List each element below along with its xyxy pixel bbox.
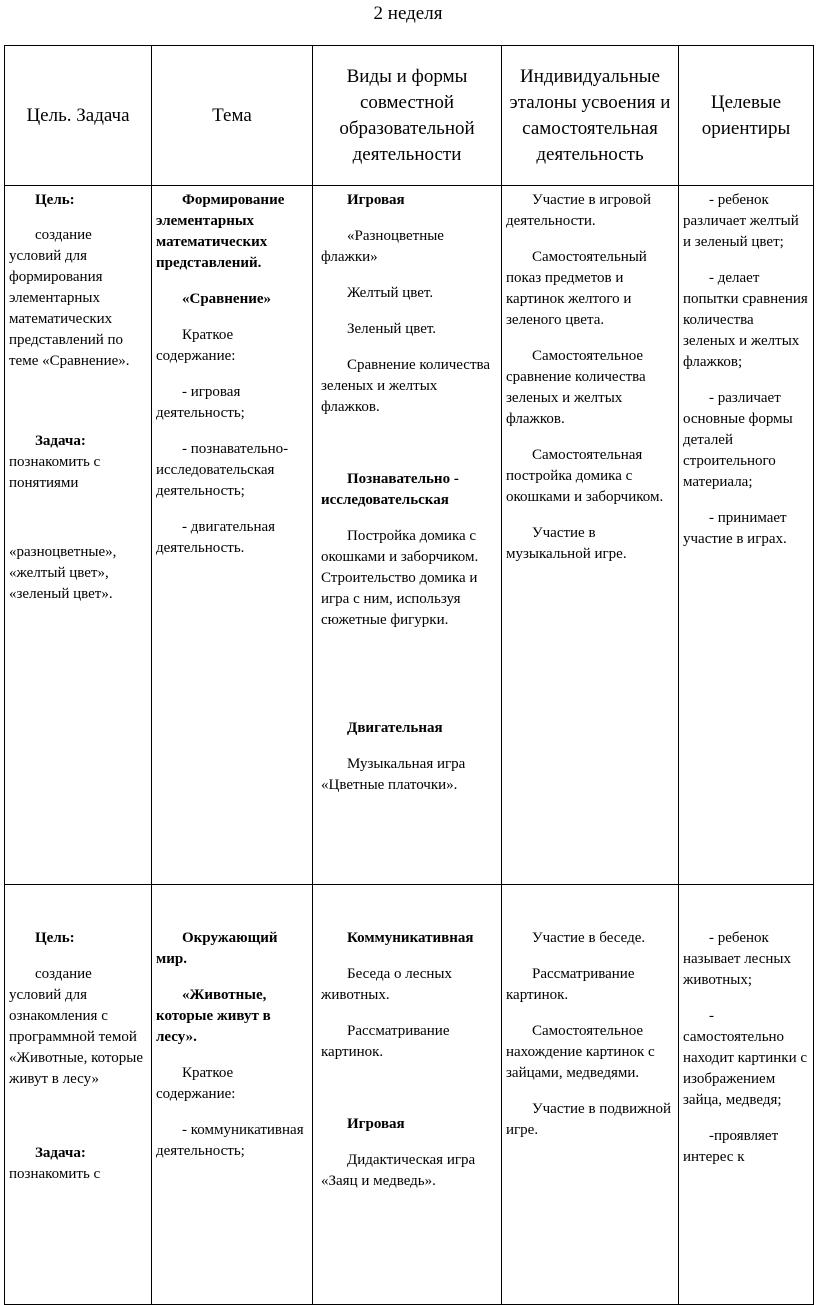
individual-item: Рассматривание картинок. [506, 966, 635, 1003]
form-heading: Двигательная [347, 720, 443, 736]
topic-subtitle: «Сравнение» [182, 291, 272, 307]
goal-text: создание условий для ознакомления с программной темой «Животные, которые живут в лесу» [9, 966, 143, 1087]
task-text-continued: «разноцветные», «желтый цвет», «зеленый цвет». [9, 544, 117, 602]
form-line: Рассматривание картинок. [321, 1023, 450, 1060]
header-targets: Целевые ориентиры [679, 46, 814, 186]
form-heading: Игровая [347, 1116, 405, 1132]
forms-cell [313, 186, 502, 885]
topic-item: - познавательно-исследовательская деятельность; [156, 441, 289, 499]
topic-item: - двигательная деятельность. [156, 519, 276, 556]
table-row [5, 186, 814, 885]
form-line: Музыкальная игра «Цветные платочки». [321, 756, 466, 793]
form-line: Зеленый цвет. [347, 321, 437, 337]
target-item: - самостоятельно находит картинки с изображением зайца, медведя; [683, 1008, 807, 1108]
header-individual: Индивидуальные эталоны усвоения и самостоятельная деятельность [502, 46, 679, 186]
form-heading: Коммуникативная [347, 930, 474, 946]
table-row [5, 885, 814, 1305]
topic-item: - игровая деятельность; [156, 384, 245, 421]
goal-label: Цель: [35, 930, 75, 946]
targets-cell [679, 885, 814, 1305]
form-line: «Разноцветные флажки» [321, 228, 444, 265]
individual-item: Самостоятельное нахождение картинок с зайцами, медведями. [506, 1023, 655, 1081]
task-text: познакомить с понятиями [9, 454, 101, 491]
individual-item: Участие в подвижной игре. [506, 1101, 672, 1138]
form-line: Беседа о лесных животных. [321, 966, 453, 1003]
individual-item: Самостоятельный показ предметов и картинок желтого и зеленого цвета. [506, 249, 647, 328]
task-label: Задача: [35, 433, 86, 449]
form-line: Дидактическая игра «Заяц и медведь». [321, 1152, 476, 1189]
task-label: Задача: [35, 1145, 86, 1161]
form-heading: Игровая [347, 192, 405, 208]
topic-cell [152, 186, 313, 885]
form-line: Желтый цвет. [347, 285, 434, 301]
individual-item: Участие в беседе. [532, 930, 646, 946]
topic-title: Формирование элементарных математических представлений. [156, 192, 285, 271]
goal-cell [5, 885, 152, 1305]
topic-content-label: Краткое содержание: [156, 1065, 236, 1102]
target-item: -проявляет интерес к [683, 1128, 779, 1165]
lesson-plan-table [4, 45, 814, 1305]
topic-item: - коммуникативная деятельность; [156, 1122, 304, 1159]
table-header-row [5, 46, 814, 186]
form-line: Постройка домика с окошками и заборчиком. Строительство домика и игра с ним, используя сюжетные фигурки. [321, 528, 479, 628]
goal-label: Цель: [35, 192, 75, 208]
target-item: - принимает участие в играх. [683, 510, 787, 547]
header-goal: Цель. Задача [5, 46, 152, 186]
individual-item: Участие в игровой деятельности. [506, 192, 651, 229]
page-title: 2 неделя [373, 3, 443, 24]
target-item: - делает попытки сравнения количества зеленых и желтых флажков; [683, 270, 808, 370]
goal-text: создание условий для формирования элементарных математических представлений по теме «Сравнение». [9, 227, 130, 369]
goal-cell [5, 186, 152, 885]
task-text: познакомить с [9, 1166, 101, 1182]
forms-cell [313, 885, 502, 1305]
topic-content-label: Краткое содержание: [156, 327, 236, 364]
individual-cell [502, 186, 679, 885]
target-item: - ребенок различает желтый и зеленый цвет; [683, 192, 799, 250]
targets-cell [679, 186, 814, 885]
target-item: - ребенок называет лесных животных; [683, 930, 791, 988]
individual-item: Самостоятельная постройка домика с окошками и заборчиком. [506, 447, 664, 505]
form-line: Сравнение количества зеленых и желтых флажков. [321, 357, 491, 415]
individual-item: Участие в музыкальной игре. [506, 525, 627, 562]
target-item: - различает основные формы деталей строительного материала; [683, 390, 793, 490]
topic-subtitle: «Животные, которые живут в лесу». [156, 987, 271, 1045]
topic-cell [152, 885, 313, 1305]
form-heading: Познавательно - исследовательская [321, 471, 459, 508]
individual-item: Самостоятельное сравнение количества зеленых и желтых флажков. [506, 348, 646, 427]
individual-cell [502, 885, 679, 1305]
topic-title: Окружающий мир. [156, 930, 278, 967]
header-topic: Тема [152, 46, 313, 186]
header-forms: Виды и формы совместной образовательной деятельности [313, 46, 502, 186]
